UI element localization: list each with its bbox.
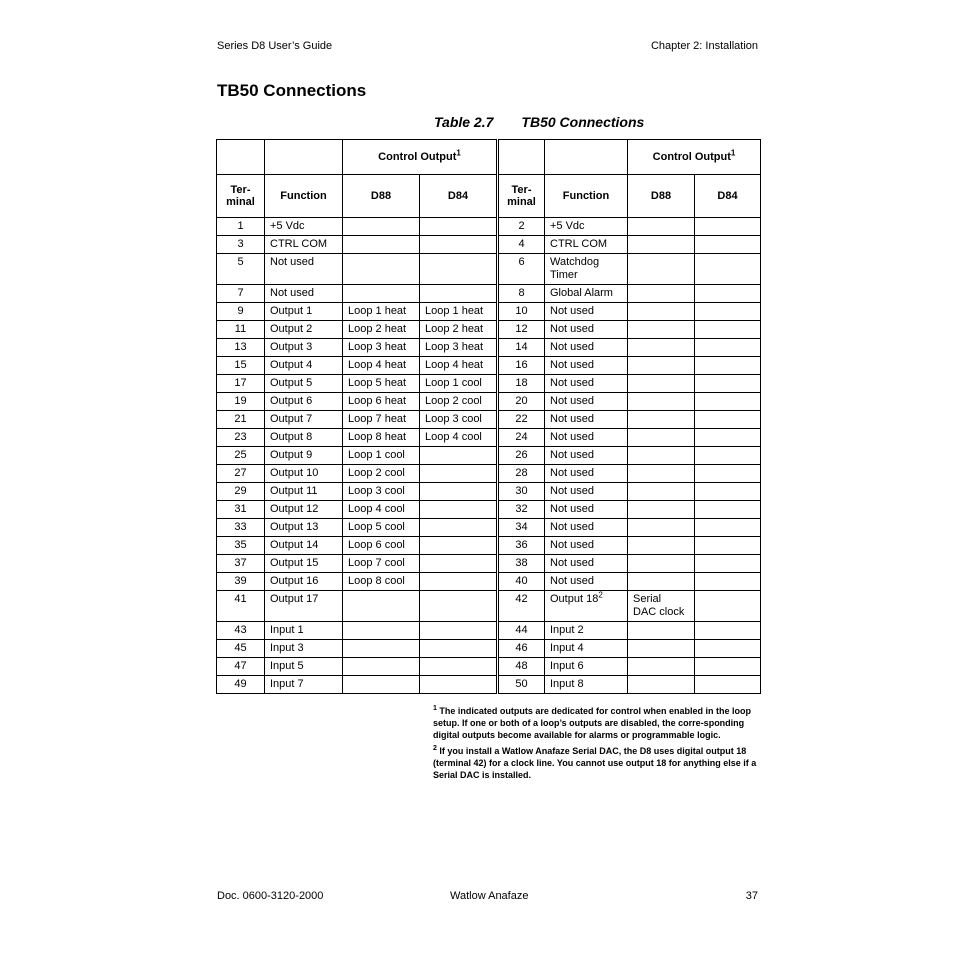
right-d84-cell (695, 375, 761, 393)
right-d88-cell (628, 640, 695, 658)
right-function-cell: Not used (545, 375, 628, 393)
left-terminal-cell: 47 (217, 658, 265, 676)
right-d84-cell (695, 537, 761, 555)
left-terminal-cell: 27 (217, 465, 265, 483)
col-header-d88: D88 (343, 175, 420, 218)
table-row (217, 519, 761, 537)
right-d88-cell (628, 321, 695, 339)
right-function-cell: Not used (545, 483, 628, 501)
group-header-row (217, 140, 761, 175)
left-terminal-cell: 39 (217, 573, 265, 591)
right-d84-cell (695, 339, 761, 357)
left-function-cell: Input 7 (265, 676, 343, 694)
left-d84-cell (420, 591, 498, 622)
left-d84-cell (420, 658, 498, 676)
right-d88-cell (628, 303, 695, 321)
left-terminal-cell: 29 (217, 483, 265, 501)
left-d84-cell (420, 254, 498, 285)
right-d84-cell (695, 447, 761, 465)
right-d88-cell (628, 236, 695, 254)
footer-doc-number: Doc. 0600-3120-2000 (217, 890, 324, 902)
right-function-cell: Not used (545, 411, 628, 429)
left-d84-cell (420, 555, 498, 573)
left-d88-cell: Loop 4 heat (343, 357, 420, 375)
left-function-cell: Not used (265, 254, 343, 285)
right-function-cell: Not used (545, 339, 628, 357)
right-function-cell: Input 2 (545, 622, 628, 640)
left-d84-cell (420, 622, 498, 640)
left-d88-cell: Loop 8 heat (343, 429, 420, 447)
right-function-cell: Not used (545, 447, 628, 465)
right-terminal-cell: 14 (498, 339, 545, 357)
right-d84-cell (695, 591, 761, 622)
control-output-header-left: Control Output$^1$ (343, 140, 498, 175)
left-terminal-cell: 37 (217, 555, 265, 573)
col-header-d84: D84 (420, 175, 498, 218)
right-d88-cell (628, 375, 695, 393)
left-function-cell: +5 Vdc (265, 218, 343, 236)
right-function-cell: Not used (545, 465, 628, 483)
table-row (217, 640, 761, 658)
left-function-cell: Output 5 (265, 375, 343, 393)
left-terminal-cell: 43 (217, 622, 265, 640)
right-terminal-cell: 28 (498, 465, 545, 483)
right-terminal-cell: 42 (498, 591, 545, 622)
left-d88-cell: Loop 5 cool (343, 519, 420, 537)
left-terminal-cell: 17 (217, 375, 265, 393)
table-row (217, 339, 761, 357)
right-d88-cell (628, 537, 695, 555)
right-function-cell: Output $18^2$ (545, 591, 628, 622)
left-function-cell: Output 6 (265, 393, 343, 411)
left-d84-cell (420, 236, 498, 254)
right-terminal-cell: 2 (498, 218, 545, 236)
left-function-cell: Output 4 (265, 357, 343, 375)
right-d84-cell (695, 573, 761, 591)
left-d88-cell: Loop 4 cool (343, 501, 420, 519)
left-d88-cell (343, 254, 420, 285)
table-row (217, 658, 761, 676)
left-function-cell: Output 17 (265, 591, 343, 622)
left-function-cell: Output 15 (265, 555, 343, 573)
table-row (217, 236, 761, 254)
right-terminal-cell: 38 (498, 555, 545, 573)
control-output-header-right: Control Output$^1$ (628, 140, 761, 175)
table-row (217, 483, 761, 501)
left-terminal-cell: 23 (217, 429, 265, 447)
right-terminal-cell: 10 (498, 303, 545, 321)
left-terminal-cell: 1 (217, 218, 265, 236)
right-terminal-cell: 8 (498, 285, 545, 303)
left-d88-cell (343, 640, 420, 658)
right-terminal-cell: 12 (498, 321, 545, 339)
col-header-d84: D84 (695, 175, 761, 218)
right-d88-cell (628, 254, 695, 285)
table-caption-title: TB50 Connections (521, 114, 645, 130)
right-d84-cell (695, 303, 761, 321)
left-d84-cell: Loop 1 heat (420, 303, 498, 321)
right-d84-cell (695, 411, 761, 429)
left-terminal-cell: 11 (217, 321, 265, 339)
right-terminal-cell: 50 (498, 676, 545, 694)
right-terminal-cell: 20 (498, 393, 545, 411)
right-function-cell: +5 Vdc (545, 218, 628, 236)
left-terminal-cell: 7 (217, 285, 265, 303)
right-function-cell: Not used (545, 357, 628, 375)
right-d84-cell (695, 218, 761, 236)
right-d84-cell (695, 676, 761, 694)
left-terminal-cell: 13 (217, 339, 265, 357)
right-terminal-cell: 24 (498, 429, 545, 447)
left-d84-cell: Loop 4 cool (420, 429, 498, 447)
left-d88-cell: Loop 8 cool (343, 573, 420, 591)
left-d84-cell (420, 640, 498, 658)
table-row (217, 303, 761, 321)
left-d88-cell (343, 622, 420, 640)
col-header-function: Function (545, 175, 628, 218)
left-d88-cell: Loop 2 heat (343, 321, 420, 339)
left-function-cell: CTRL COM (265, 236, 343, 254)
left-d84-cell: Loop 3 heat (420, 339, 498, 357)
right-function-cell: Not used (545, 429, 628, 447)
footnote-2: $^2$ If you install a Watlow Anafaze Serial DAC, the D8 uses digital output 18 (terminal 42) for a clock line. You cannot use output 18 for anything else if a Serial DAC is installed. (433, 745, 757, 780)
right-d88-cell (628, 429, 695, 447)
right-d84-cell (695, 622, 761, 640)
right-d84-cell (695, 640, 761, 658)
table-body (217, 218, 761, 694)
left-d84-cell (420, 465, 498, 483)
left-function-cell: Output 13 (265, 519, 343, 537)
left-d88-cell: Loop 7 cool (343, 555, 420, 573)
table-row (217, 447, 761, 465)
right-terminal-cell: 18 (498, 375, 545, 393)
table-row (217, 676, 761, 694)
table-row (217, 501, 761, 519)
left-terminal-cell: 31 (217, 501, 265, 519)
left-terminal-cell: 19 (217, 393, 265, 411)
right-function-cell: Not used (545, 321, 628, 339)
right-function-cell: Watchdog Timer (545, 254, 628, 285)
right-d88-cell (628, 339, 695, 357)
right-terminal-cell: 30 (498, 483, 545, 501)
running-header-left: Series D8 User’s Guide (217, 40, 333, 52)
tb50-connections-table (216, 139, 761, 694)
table-row (217, 429, 761, 447)
left-d88-cell (343, 676, 420, 694)
left-d84-cell (420, 537, 498, 555)
left-terminal-cell: 41 (217, 591, 265, 622)
left-d88-cell: Loop 1 cool (343, 447, 420, 465)
left-terminal-cell: 3 (217, 236, 265, 254)
right-terminal-cell: 6 (498, 254, 545, 285)
col-header-terminal: Ter- minal (217, 175, 265, 218)
left-d88-cell: Loop 3 heat (343, 339, 420, 357)
left-d84-cell (420, 285, 498, 303)
right-d84-cell (695, 519, 761, 537)
table-row (217, 218, 761, 236)
left-d84-cell (420, 218, 498, 236)
table-row (217, 357, 761, 375)
running-header-right: Chapter 2: Installation (650, 40, 758, 52)
table-row (217, 537, 761, 555)
right-d88-cell (628, 622, 695, 640)
right-terminal-cell: 26 (498, 447, 545, 465)
left-terminal-cell: 33 (217, 519, 265, 537)
left-function-cell: Output 12 (265, 501, 343, 519)
table-row (217, 622, 761, 640)
right-function-cell: Not used (545, 537, 628, 555)
right-function-cell: Not used (545, 501, 628, 519)
table-row (217, 375, 761, 393)
left-terminal-cell: 9 (217, 303, 265, 321)
right-d88-cell (628, 285, 695, 303)
right-d88-cell (628, 393, 695, 411)
left-function-cell: Output 14 (265, 537, 343, 555)
table-row (217, 465, 761, 483)
left-d84-cell: Loop 4 heat (420, 357, 498, 375)
left-d88-cell (343, 218, 420, 236)
right-d88-cell (628, 555, 695, 573)
right-d88-cell: Serial DAC clock (628, 591, 695, 622)
left-d88-cell: Loop 6 cool (343, 537, 420, 555)
right-function-cell: Not used (545, 393, 628, 411)
left-function-cell: Output 2 (265, 321, 343, 339)
right-d84-cell (695, 555, 761, 573)
left-terminal-cell: 49 (217, 676, 265, 694)
left-d88-cell: Loop 6 heat (343, 393, 420, 411)
col-header-function: Function (265, 175, 343, 218)
right-d88-cell (628, 573, 695, 591)
right-d88-cell (628, 519, 695, 537)
left-d88-cell: Loop 7 heat (343, 411, 420, 429)
left-function-cell: Output 1 (265, 303, 343, 321)
right-terminal-cell: 34 (498, 519, 545, 537)
right-d84-cell (695, 285, 761, 303)
right-terminal-cell: 36 (498, 537, 545, 555)
left-terminal-cell: 21 (217, 411, 265, 429)
section-title: TB50 Connections (217, 81, 367, 100)
left-d88-cell (343, 285, 420, 303)
left-terminal-cell: 15 (217, 357, 265, 375)
left-d88-cell: Loop 3 cool (343, 483, 420, 501)
table-caption (434, 114, 644, 130)
page-number: 37 (745, 890, 758, 902)
right-d88-cell (628, 501, 695, 519)
left-d84-cell: Loop 2 cool (420, 393, 498, 411)
left-function-cell: Output 10 (265, 465, 343, 483)
col-header-d88: D88 (628, 175, 695, 218)
table-row (217, 573, 761, 591)
left-function-cell: Input 1 (265, 622, 343, 640)
right-function-cell: Not used (545, 555, 628, 573)
footnote-1: $^1$ The indicated outputs are dedicated for control when enabled in the loop setup. If one or both of a loop’s outputs are disabled, the corre-sponding digital outputs become available for alarms or programmable logic. (433, 705, 751, 740)
right-d84-cell (695, 501, 761, 519)
left-terminal-cell: 25 (217, 447, 265, 465)
left-d84-cell: Loop 1 cool (420, 375, 498, 393)
right-d88-cell (628, 447, 695, 465)
right-terminal-cell: 32 (498, 501, 545, 519)
left-d88-cell: Loop 1 heat (343, 303, 420, 321)
left-d84-cell: Loop 2 heat (420, 321, 498, 339)
right-terminal-cell: 22 (498, 411, 545, 429)
left-function-cell: Output 11 (265, 483, 343, 501)
left-d84-cell (420, 519, 498, 537)
right-d84-cell (695, 465, 761, 483)
left-d84-cell (420, 676, 498, 694)
right-function-cell: Not used (545, 519, 628, 537)
right-d84-cell (695, 393, 761, 411)
left-d88-cell (343, 591, 420, 622)
table-row (217, 591, 761, 622)
left-function-cell: Output 16 (265, 573, 343, 591)
left-d88-cell (343, 236, 420, 254)
right-function-cell: Input 8 (545, 676, 628, 694)
left-d84-cell (420, 573, 498, 591)
right-terminal-cell: 16 (498, 357, 545, 375)
table-row (217, 285, 761, 303)
column-header-row (217, 175, 761, 218)
footer-company: Watlow Anafaze (450, 890, 529, 902)
right-function-cell: Global Alarm (545, 285, 628, 303)
right-d88-cell (628, 676, 695, 694)
left-function-cell: Output 3 (265, 339, 343, 357)
right-function-cell: Input 4 (545, 640, 628, 658)
left-d84-cell (420, 483, 498, 501)
right-d88-cell (628, 658, 695, 676)
right-d88-cell (628, 218, 695, 236)
right-terminal-cell: 44 (498, 622, 545, 640)
left-terminal-cell: 35 (217, 537, 265, 555)
right-terminal-cell: 4 (498, 236, 545, 254)
footnotes (433, 705, 759, 785)
left-d84-cell: Loop 3 cool (420, 411, 498, 429)
left-terminal-cell: 45 (217, 640, 265, 658)
right-d84-cell (695, 357, 761, 375)
right-d84-cell (695, 429, 761, 447)
right-d84-cell (695, 321, 761, 339)
left-d84-cell (420, 501, 498, 519)
left-d84-cell (420, 447, 498, 465)
left-function-cell: Input 5 (265, 658, 343, 676)
left-function-cell: Input 3 (265, 640, 343, 658)
right-terminal-cell: 40 (498, 573, 545, 591)
left-function-cell: Not used (265, 285, 343, 303)
col-header-terminal: Ter- minal (498, 175, 545, 218)
table-row (217, 411, 761, 429)
right-function-cell: Not used (545, 303, 628, 321)
right-d84-cell (695, 658, 761, 676)
right-d84-cell (695, 254, 761, 285)
right-d88-cell (628, 465, 695, 483)
left-terminal-cell: 5 (217, 254, 265, 285)
table-row (217, 555, 761, 573)
right-terminal-cell: 48 (498, 658, 545, 676)
right-function-cell: Not used (545, 573, 628, 591)
table-row (217, 393, 761, 411)
right-d84-cell (695, 236, 761, 254)
table-row (217, 321, 761, 339)
left-function-cell: Output 9 (265, 447, 343, 465)
right-d88-cell (628, 411, 695, 429)
left-function-cell: Output 8 (265, 429, 343, 447)
table-row (217, 254, 761, 285)
right-d88-cell (628, 357, 695, 375)
left-function-cell: Output 7 (265, 411, 343, 429)
right-terminal-cell: 46 (498, 640, 545, 658)
right-function-cell: Input 6 (545, 658, 628, 676)
right-function-cell: CTRL COM (545, 236, 628, 254)
table-caption-label: Table 2.7 (434, 114, 494, 130)
right-d88-cell (628, 483, 695, 501)
left-d88-cell: Loop 2 cool (343, 465, 420, 483)
right-d84-cell (695, 483, 761, 501)
left-d88-cell (343, 658, 420, 676)
left-d88-cell: Loop 5 heat (343, 375, 420, 393)
